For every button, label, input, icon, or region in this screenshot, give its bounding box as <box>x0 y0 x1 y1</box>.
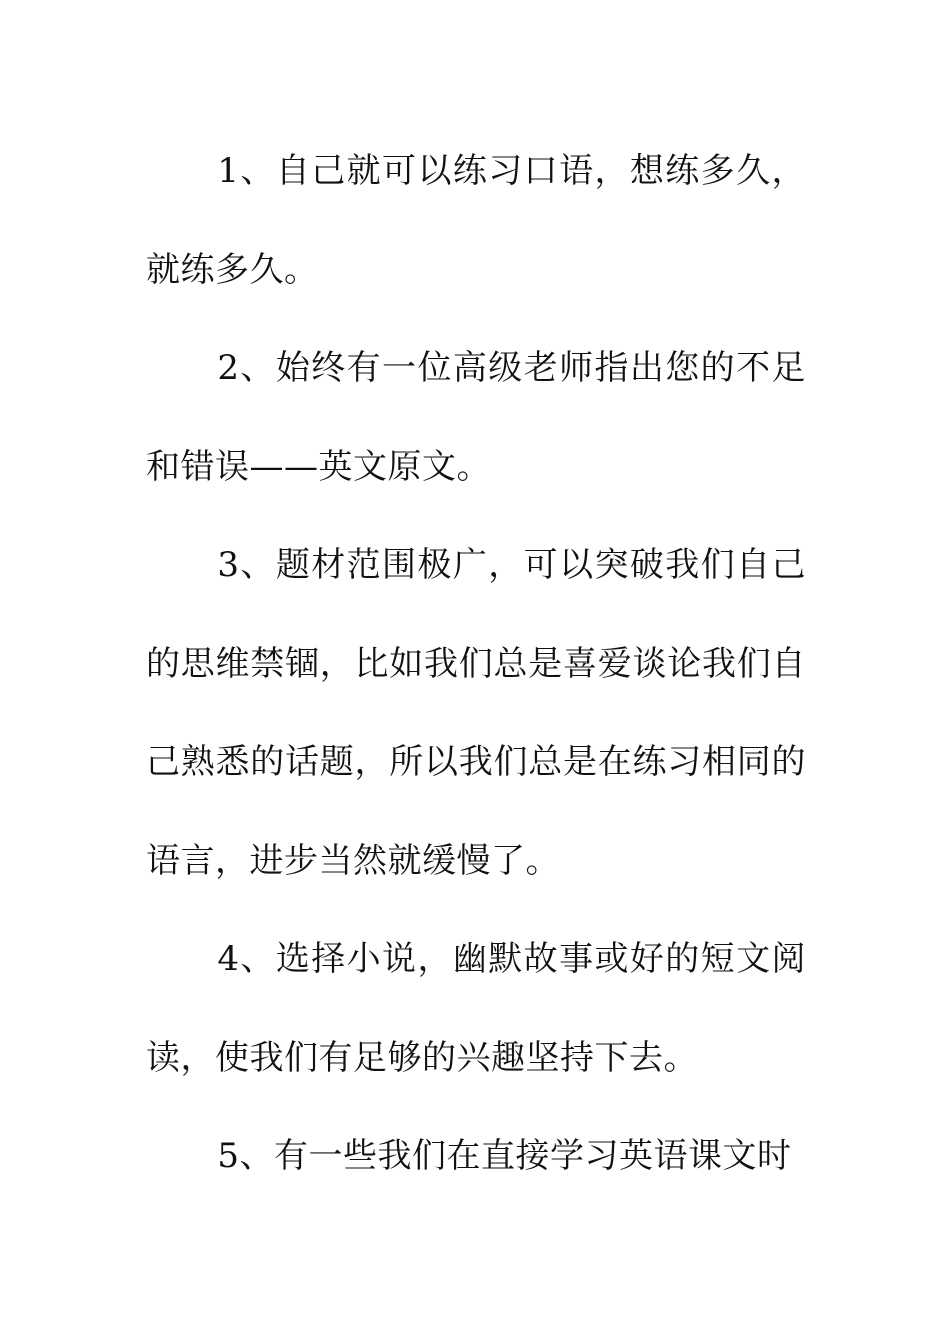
paragraph-2: 2、始终有一位高级老师指出您的不足和错误——英文原文。 <box>146 348 806 487</box>
paragraph-4: 4、选择小说，幽默故事或好的短文阅读，使我们有足够的兴趣坚持下去。 <box>146 939 806 1078</box>
paragraph-3: 3、题材范围极广，可以突破我们自己的思维禁锢，比如我们总是喜爱谈论我们自己熟悉的话题，所以我们总是在练习相同的语言，进步当然就缓慢了。 <box>146 545 806 881</box>
document-body <box>146 122 806 1206</box>
paragraph-5: 5、有一些我们在直接学习英语课文时 <box>217 1136 792 1176</box>
paragraph-1: 1、自己就可以练习口语，想练多久，就练多久。 <box>146 151 806 290</box>
